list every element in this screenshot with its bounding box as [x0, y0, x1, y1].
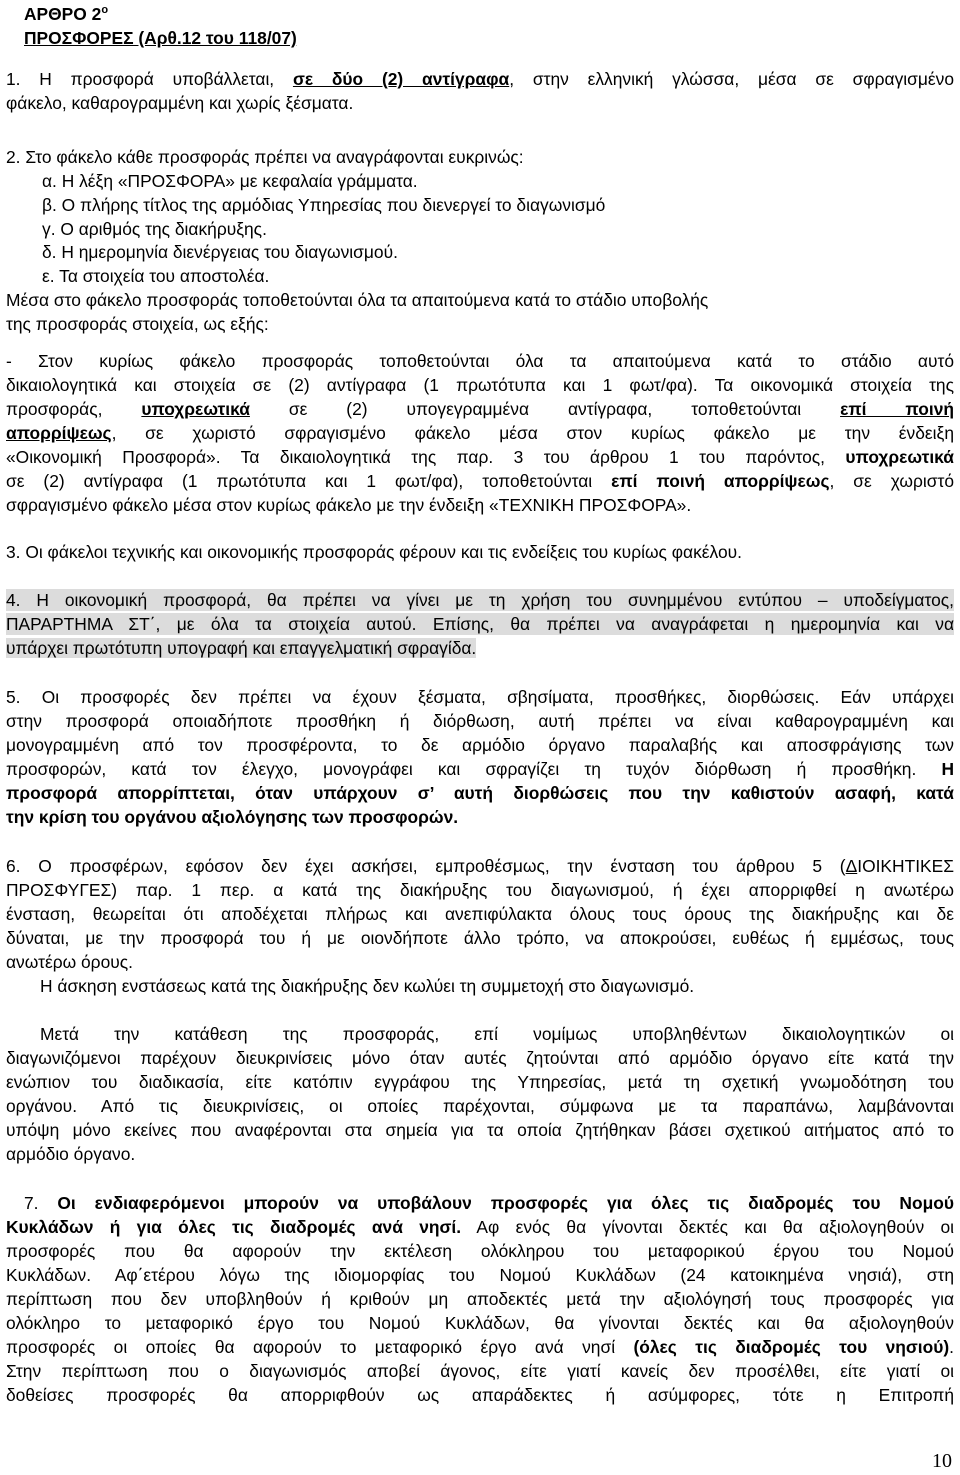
p6-m-line2: διαγωνιζόμενοι παρέχουν διευκρινίσεις μόνο όταν αυτές ζητούνται από αρμόδιο όργανο είτε κατά την: [6, 1048, 954, 1068]
p2-body-line1: Μέσα στο φάκελο προσφοράς τοποθετούνται όλα τα απαιτούμενα κατά το στάδιο υποβολής: [6, 290, 709, 310]
p2-title: 2. Στο φάκελο κάθε προσφοράς πρέπει να αναγράφονται ευκρινώς:: [6, 147, 524, 167]
p5-line1: 5. Οι προσφορές δεν πρέπει να έχουν ξέσματα, σβησίματα, προσθήκες, διορθώσεις. Εάν υπάρχει: [6, 687, 954, 707]
p2-item-d: δ. Η ημερομηνία διενέργειας του διαγωνισμού.: [42, 242, 398, 262]
p6-line2: ΠΡΟΣΦΥΓΕΣ) παρ. 1 περ. α κατά της διακήρυξης του διαγωνισμού, ή έχει απορριφθεί η ανωτέρω: [6, 880, 954, 900]
p2-item-b: β. Ο πλήρης τίτλος της αρμόδιας Υπηρεσίας που διενεργεί το διαγωνισμό: [42, 195, 606, 215]
p6-m-line5: υπόψη μόνο εκείνες που αναφέρονται στα σημεία για τα οποία ζητήθηκαν βάσει σχετικού αιτήματος από το: [6, 1120, 954, 1140]
p7-line3: προσφορές που θα αφορούν την εκτέλεση ολόκληρου του μεταφορικού έργου του Νομού: [6, 1241, 954, 1261]
article-subtitle: ΠΡΟΣΦΟΡΕΣ (Αρθ.12 του 118/07): [24, 28, 297, 48]
p7-line8: Στην περίπτωση που ο διαγωνισμός αποβεί άγονος, είτε γιατί κανείς δεν προσέλθει, είτε γιατί οι: [6, 1361, 954, 1381]
p1-line1: 1. Η προσφορά υποβάλλεται, σε δύο (2) αντίγραφα, στην ελληνική γλώσσα, μέσα σε σφραγισμένο: [6, 69, 954, 89]
p6-line3: ένσταση, θεωρείται ότι αποδέχεται πλήρως και ανεπιφύλακτα όλους τους όρους της διακήρυξης και δε: [6, 904, 954, 924]
p2-body-line2: της προσφοράς στοιχεία, ως εξής:: [6, 314, 269, 334]
p5-line6: την κρίση του οργάνου αξιολόγησης των προσφορών.: [6, 807, 459, 827]
p6-m-line1: Μετά την κατάθεση της προσφοράς, επί νομίμως υποβληθέντων δικαιολογητικών οι: [40, 1024, 954, 1044]
p5-line2: στην προσφορά οποιαδήποτε προσθήκη ή διόρθωση, αυτή πρέπει να είναι καθαρογραμμένη και: [6, 711, 954, 731]
p2-dash-line3: προσφοράς, υποχρεωτικά σε (2) υπογεγραμμένα αντίγραφα, τοποθετούνται επί ποινή: [6, 399, 954, 419]
p6-m-line6: αρμόδιο όργανο.: [6, 1144, 136, 1164]
p3-line: 3. Οι φάκελοι τεχνικής και οικονομικής προσφοράς φέρουν και τις ενδείξεις του κυρίως φακέλου.: [6, 542, 742, 562]
p7-line6: ολόκληρο το μεταφορικό έργο του Νομού Κυκλάδων, θα γίνονται δεκτές και θα αξιολογηθούν: [6, 1313, 954, 1333]
p7-line5: περίπτωση που δεν υποβληθούν ή κριθούν μη αποδεκτές μετά την αξιολόγησή τους προσφορές για: [6, 1289, 954, 1309]
p2-item-c: γ. Ο αριθμός της διακήρυξης.: [42, 219, 267, 239]
p2-item-e: ε. Τα στοιχεία του αποστολέα.: [42, 266, 270, 286]
p2-dash-line7: σφραγισμένο φάκελο μέσα στον κυρίως φάκελο με την ένδειξη «ΤΕΧΝΙΚΗ ΠΡΟΣΦΟΡΑ».: [6, 495, 692, 515]
p7-line7: προσφορές οι οποίες θα αφορούν το μεταφορικό έργο ανά νησί (όλες τις διαδρομές του νησιού).: [6, 1337, 954, 1357]
p6-line1: 6. Ο προσφέρων, εφόσον δεν έχει ασκήσει, εμπροθέσμως, την ένσταση του άρθρου 5 (ΔΙΟΙΚΗΤΙΚΕΣ: [6, 856, 954, 876]
p6-m-line3: ενώπιον του διαδικασία, είτε κατόπιν εγγράφου της Υπηρεσίας, μετά τη σχετική γνωμοδότηση του: [6, 1072, 954, 1092]
p4-line1: 4. Η οικονομική προσφορά, θα πρέπει να γίνει με τη χρήση του συνημμένου εντύπου – υποδείγματος,: [6, 590, 954, 610]
p6-line6: Η άσκηση ενστάσεως κατά της διακήρυξης δεν κωλύει τη συμμετοχή στο διαγωνισμό.: [40, 976, 695, 996]
p6-line5: ανωτέρω όρους.: [6, 952, 133, 972]
p2-item-a: α. Η λέξη «ΠΡΟΣΦΟΡΑ» με κεφαλαία γράμματα.: [42, 171, 418, 191]
p4-line2: ΠΑΡΑΡΤΗΜΑ ΣΤ΄, με όλα τα στοιχεία αυτού. Επίσης, θα πρέπει να αναγράφεται η ημερομηνία και να: [6, 614, 954, 634]
p2-dash-line2: δικαιολογητικά και στοιχεία σε (2) αντίγραφα (1 πρωτότυπα και 1 φωτ/φα). Τα οικονομικά στοιχεία της: [6, 375, 954, 395]
p2-dash-line1: - Στον κυρίως φάκελο προσφοράς τοποθετούνται όλα τα απαιτούμενα κατά το στάδιο αυτό: [6, 351, 954, 371]
p7-line1: 7. Οι ενδιαφερόμενοι μπορούν να υποβάλουν προσφορές για όλες τις διαδρομές του Νομού: [24, 1193, 954, 1213]
p7-line2: Κυκλάδων ή για όλες τις διαδρομές ανά νησί. Αφ ενός θα γίνονται δεκτές και θα αξιολογηθούν οι: [6, 1217, 954, 1237]
p2-dash-line6: σε (2) αντίγραφα (1 πρωτότυπα και 1 φωτ/φα), τοποθετούνται επί ποινή απορρίψεως, σε χωριστό: [6, 471, 954, 491]
article-heading: [24, 2, 297, 50]
p1-line2: φάκελο, καθαρογραμμένη και χωρίς ξέσματα.: [6, 93, 354, 113]
p2-dash-line4: απορρίψεως, σε χωριστό σφραγισμένο φάκελο μέσα στον κυρίως φάκελο με την ένδειξη: [6, 423, 954, 443]
p2-dash-line5: «Οικονομική Προσφορά». Τα δικαιολογητικά της παρ. 3 του άρθρου 1 του παρόντος, υποχρεωτικά: [6, 447, 954, 467]
p7-line9: δοθείσες προσφορές θα απορριφθούν ως απαράδεκτες ή ασύμφορες, τότε η Επιτροπή: [6, 1385, 954, 1405]
page-number: 10: [932, 1450, 952, 1472]
article-title: ΑΡΘΡΟ $2^o$: [24, 4, 109, 24]
p6-m-line4: οργάνου. Από τις διευκρινίσεις, οι οποίες παρέχονται, σύμφωνα με τα παραπάνω, λαμβάνονται: [6, 1096, 954, 1116]
p5-line4: προσφορών, κατά τον έλεγχο, μονογράφει και σφραγίζει τη τυχόν διόρθωση ή προσθήκη. Η: [6, 759, 954, 779]
p6-line4: δύναται, με την προσφορά του ή με οιονδήποτε άλλο τρόπο, να αποκρούσει, ευθέως ή εμμέσως, τους: [6, 928, 954, 948]
p5-line5: προσφορά απορρίπτεται, όταν υπάρχουν σ’ αυτή διορθώσεις που την καθιστούν ασαφή, κατά: [6, 783, 954, 803]
p4-line3: υπάρχει πρωτότυπη υπογραφή και επαγγελματική σφραγίδα.: [6, 638, 477, 658]
p5-line3: μονογραμμένη από τον προσφέροντα, το δε αρμόδιο όργανο παραλαβής και αποσφράγισης των: [6, 735, 954, 755]
p7-line4: Κυκλάδων. Αφ΄ετέρου λόγω της ιδιομορφίας του Νομού Κυκλάδων (24 κατοικημένα νησιά), στη: [6, 1265, 954, 1285]
